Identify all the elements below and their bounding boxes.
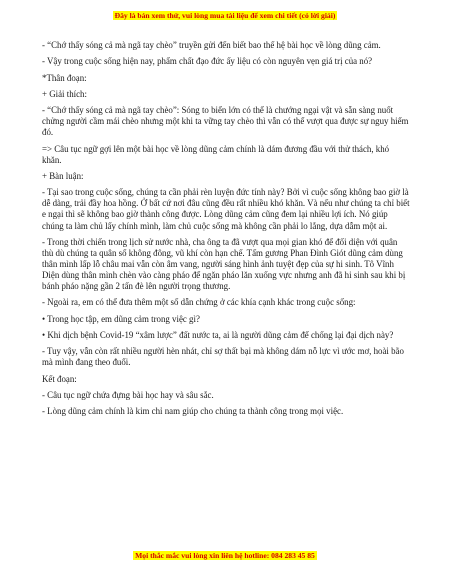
- section-heading-conclusion: Kết đoạn:: [42, 373, 77, 384]
- bullet-item: • Khi dịch bệnh Covid-19 “xâm lược” đất nước ta, ai là người dũng cảm để chống lại đại dịch này?: [42, 330, 394, 341]
- paragraph: - Lòng dũng cảm chính là kim chỉ nam giúp cho chúng ta thành công trong mọi việc.: [42, 406, 344, 417]
- document-body: [42, 40, 410, 423]
- paragraph: - Trong thời chiến trong lịch sử nước nhà, cha ông ta đã vượt qua mọi gian khó để đối diện với quân thù dù chúng ta quân số không đông, vũ khí còn hạn chế. Tấm gương Phan Đình Giót dũng cảm dùng thân mình lấp lỗ châu mai vẫn còn âm vang, người sáng hình ảnh tuyệt đẹp của sự hi sinh. Tô Vĩnh Diện dùng thân mình chèn vào càng pháo để ngăn pháo lăn xuống vực nhưng anh đã hi sinh sau khi bị bánh pháo nặng gần 2 tấn đè lên người trọng thương.: [42, 236, 406, 292]
- paragraph: - Tại sao trong cuộc sống, chúng ta cần phải rèn luyện đức tính này? Bởi vì cuộc sống không bao giờ là dễ dàng, trải đầy hoa hồng. Ở bất cứ nơi đâu cũng đều rất nhiều khó khăn. Và nếu như chúng ta chỉ biết e ngại thì sẽ không bao giờ thành công được. Lòng dũng cảm cũng đem lại nhiều lợi ích. Nó giúp chúng ta làm chủ lấy chính mình, làm chủ cuộc sống mà không cần phải lo lắng, dựa dẫm một ai.: [42, 187, 410, 231]
- paragraph: - Vậy trong cuộc sống hiện nay, phẩm chất đạo đức ấy liệu có còn nguyên vẹn giá trị của nó?: [42, 56, 373, 67]
- paragraph: - Tuy vậy, vẫn còn rất nhiều người hèn nhát, chỉ sợ thất bại mà không dám nỗ lực vì ước mơ, hoài bão mà mình đang theo đuổi.: [42, 346, 404, 368]
- paragraph: - “Chớ thấy sóng cả mà ngã tay chèo”: Sóng to biển lớn có thể là chướng ngại vật và sẵn sàng nuốt chửng người cầm mái chèo nhưng một khi ta vững tay chèo thì vẫn có thể vượt qua được sự nguy hiểm đó.: [42, 105, 409, 138]
- subheading-explanation: + Giải thích:: [42, 88, 87, 99]
- paragraph: => Câu tục ngữ gợi lên một bài học về lòng dũng cảm chính là dám đương đầu với thử thách, khó khăn.: [42, 143, 390, 165]
- hotline-text: Mọi thắc mắc vui lòng xin liên hệ hotline: 084 283 45 85: [135, 551, 315, 560]
- section-heading-body: *Thân đoạn:: [42, 72, 87, 83]
- subheading-discussion: + Bàn luận:: [42, 170, 84, 181]
- paragraph: - Câu tục ngữ chứa đựng bài học hay và sâu sắc.: [42, 389, 214, 400]
- bullet-item: • Trong học tập, em dũng cảm trong việc gì?: [42, 313, 200, 324]
- hotline-banner: [0, 551, 450, 560]
- preview-notice-banner: [0, 11, 450, 20]
- paragraph: - “Chớ thấy sóng cả mà ngã tay chèo” truyền gửi đến biết bao thế hệ bài học về lòng dũng cảm.: [42, 40, 381, 50]
- paragraph: - Ngoài ra, em có thể đưa thêm một số dẫn chứng ở các khía cạnh khác trong cuộc sống:: [42, 297, 356, 308]
- preview-notice-text: Đây là bản xem thử, vui lòng mua tài liệu để xem chi tiết (có lời giải): [114, 11, 336, 20]
